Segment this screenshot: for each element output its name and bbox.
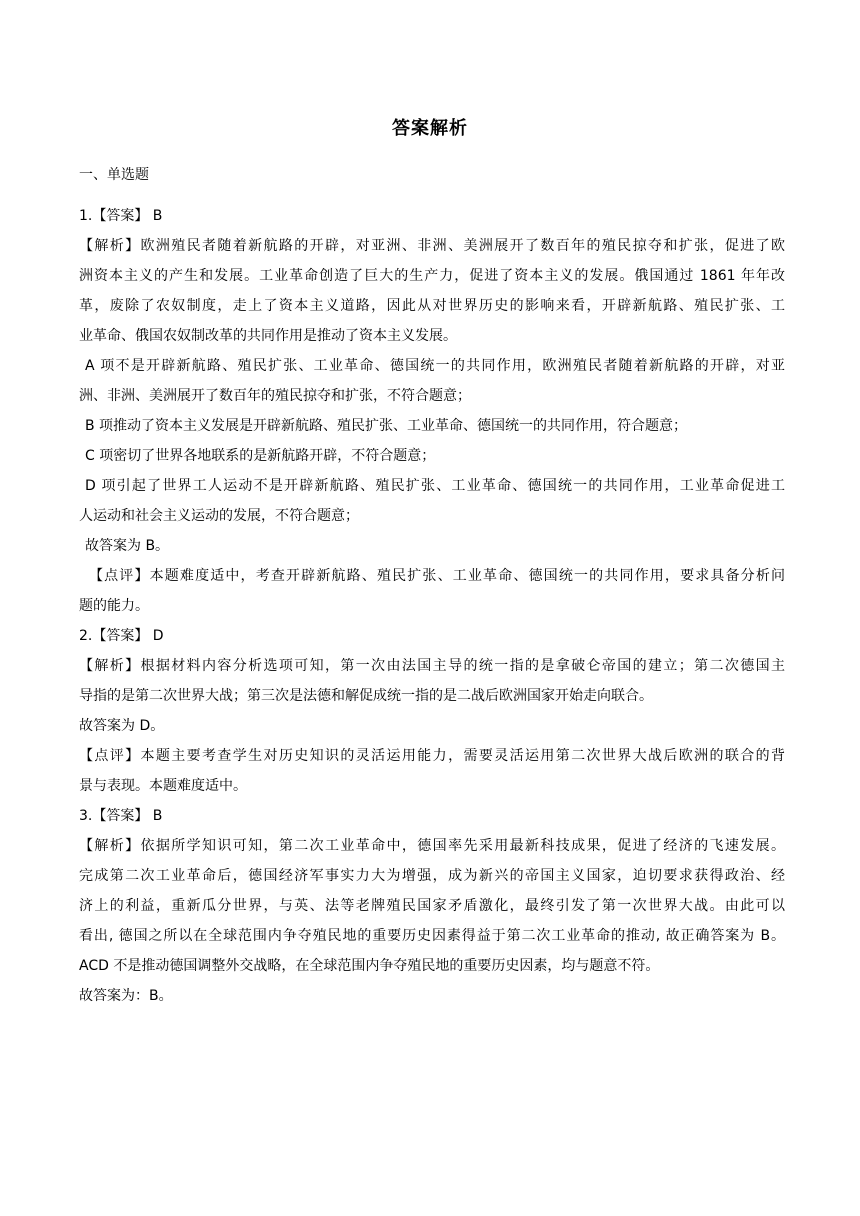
comment-line: 【点评】本题难度适中，考查开辟新航路、殖民扩张、工业革命、德国统一的共同作用，要求具备分析问 <box>89 568 785 584</box>
analysis-line: 【解析】依据所学知识可知，第二次工业革命中，德国率先采用最新科技成果，促进了经济的飞速发展。 <box>79 838 785 854</box>
analysis-line: 革，废除了农奴制度，走上了资本主义道路，因此从对世界历史的影响来看，开辟新航路、殖民扩张、工 <box>79 298 785 314</box>
section-heading: 一、单选题 <box>79 167 149 183</box>
answers-content <box>79 204 785 1014</box>
answer-line: 3.【答案】 B <box>79 808 163 824</box>
analysis-line: ACD 不是推动德国调整外交战略，在全球范围内争夺殖民地的重要历史因素，均与题意不符。 <box>79 958 660 974</box>
answer-line: 2.【答案】 D <box>79 628 164 644</box>
question-3 <box>79 804 785 1008</box>
conclusion-line: 故答案为 D。 <box>79 718 165 734</box>
option-line: C 项密切了世界各地联系的是新航路开辟，不符合题意； <box>85 448 436 464</box>
question-1 <box>79 204 785 618</box>
answer-line: 1.【答案】 B <box>79 208 163 224</box>
analysis-line: 【解析】欧洲殖民者随着新航路的开辟，对亚洲、非洲、美洲展开了数百年的殖民掠夺和扩张，促进了欧 <box>79 238 785 254</box>
comment-line: 景与表现。本题难度适中。 <box>79 778 247 794</box>
option-line: A 项不是开辟新航路、殖民扩张、工业革命、德国统一的共同作用，欧洲殖民者随着新航路的开辟，对亚 <box>85 358 785 374</box>
question-2 <box>79 624 785 798</box>
analysis-line: 【解析】根据材料内容分析选项可知，第一次由法国主导的统一指的是拿破仑帝国的建立；第二次德国主 <box>79 658 785 674</box>
analysis-line: 业革命、俄国农奴制改革的共同作用是推动了资本主义发展。 <box>79 328 457 344</box>
conclusion-line: 故答案为 B。 <box>85 538 170 554</box>
option-line: D 项引起了世界工人运动不是开辟新航路、殖民扩张、工业革命、德国统一的共同作用，工业革命促进工 <box>85 478 785 494</box>
analysis-line: 看出, 德国之所以在全球范围内争夺殖民地的重要历史因素得益于第二次工业革命的推动, 故正确答案为 B。 <box>79 928 785 944</box>
option-line: 人运动和社会主义运动的发展，不符合题意； <box>79 508 359 524</box>
option-line: 洲、非洲、美洲展开了数百年的殖民掠夺和扩张，不符合题意； <box>79 388 471 404</box>
comment-line: 【点评】本题主要考查学生对历史知识的灵活运用能力，需要灵活运用第二次世界大战后欧洲的联合的背 <box>79 748 785 764</box>
option-line: B 项推动了资本主义发展是开辟新航路、殖民扩张、工业革命、德国统一的共同作用，符合题意； <box>85 418 688 434</box>
comment-line: 题的能力。 <box>79 598 149 614</box>
conclusion-line: 故答案为：B。 <box>79 988 173 1004</box>
analysis-line: 济上的利益，重新瓜分世界，与英、法等老牌殖民国家矛盾激化，最终引发了第一次世界大战。由此可以 <box>79 898 785 914</box>
analysis-line: 洲资本主义的产生和发展。工业革命创造了巨大的生产力，促进了资本主义的发展。俄国通过 1861 年年改 <box>79 268 785 284</box>
page-title: 答案解析 <box>392 118 468 139</box>
analysis-line: 导指的是第二次世界大战；第三次是法德和解促成统一指的是二战后欧洲国家开始走向联合。 <box>79 688 653 704</box>
analysis-line: 完成第二次工业革命后，德国经济军事实力大为增强，成为新兴的帝国主义国家，迫切要求获得政治、经 <box>79 868 785 884</box>
